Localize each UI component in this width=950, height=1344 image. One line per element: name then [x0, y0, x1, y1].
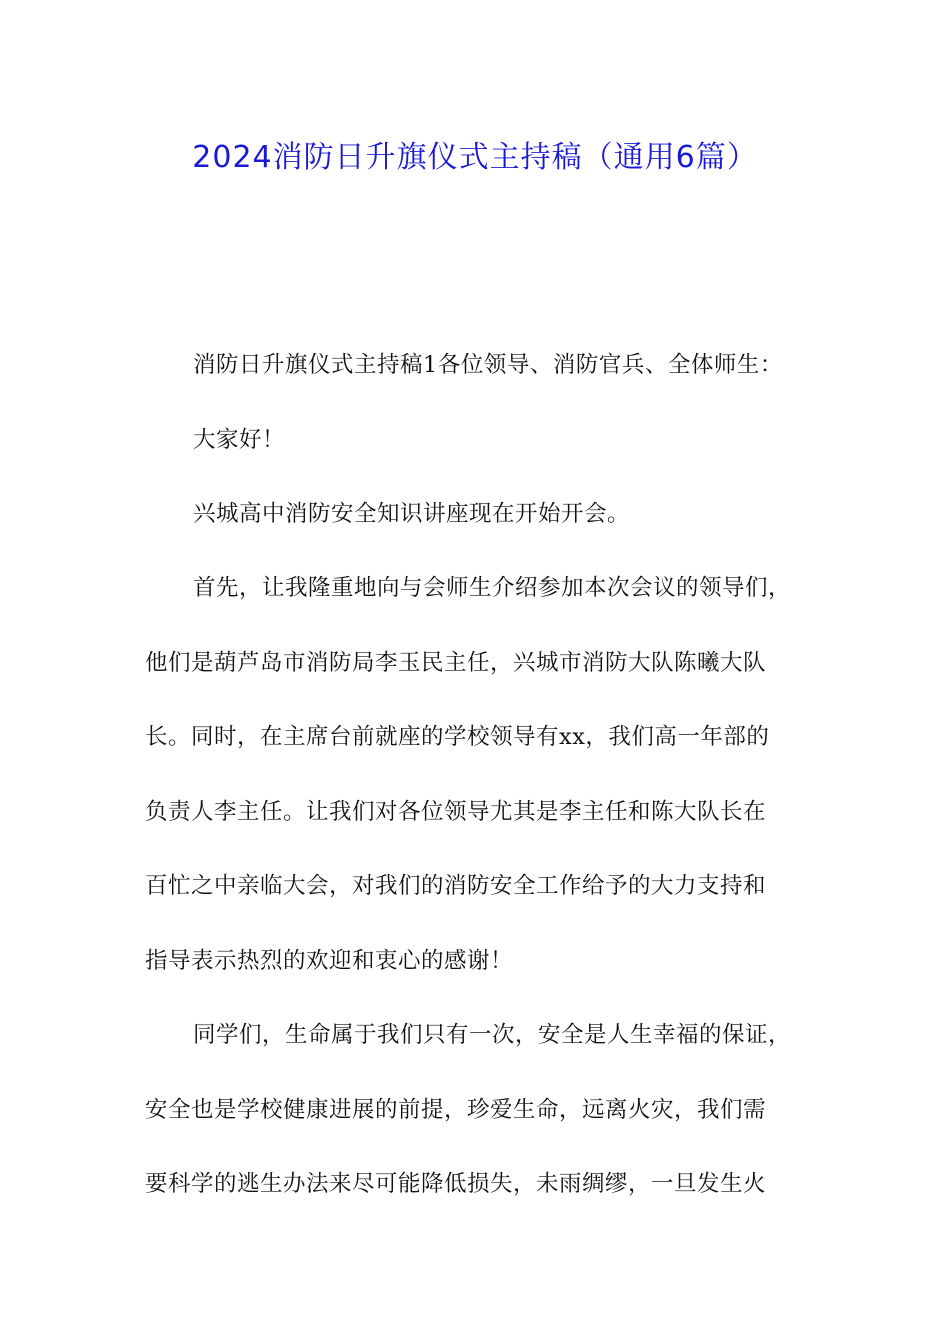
paragraph-line: 长。同时，在主席台前就座的学校领导有xx，我们高一年部的	[145, 724, 770, 750]
paragraph-line: 指导表示热烈的欢迎和衷心的感谢！	[145, 948, 514, 974]
paragraph-line: 兴城高中消防安全知识讲座现在开始开会。	[193, 501, 631, 527]
paragraph-line: 百忙之中亲临大会，对我们的消防安全工作给予的大力支持和	[145, 873, 767, 899]
paragraph-line: 消防日升旗仪式主持稿1各位领导、消防官兵、全体师生：	[193, 352, 783, 378]
paragraph-line: 负责人李主任。让我们对各位领导尤其是李主任和陈大队长在	[145, 799, 767, 825]
document-title: 2024消防日升旗仪式主持稿（通用6篇）	[192, 140, 758, 175]
paragraph-line: 同学们，生命属于我们只有一次，安全是人生幸福的保证，	[193, 1022, 792, 1048]
paragraph-line: 安全也是学校健康进展的前提，珍爱生命，远离火灾，我们需	[145, 1097, 767, 1123]
paragraph-line: 大家好！	[193, 427, 286, 453]
paragraph-line: 首先，让我隆重地向与会师生介绍参加本次会议的领导们，	[193, 575, 792, 601]
paragraph-line: 他们是葫芦岛市消防局李玉民主任，兴城市消防大队陈曦大队	[145, 650, 767, 676]
paragraph-line: 要科学的逃生办法来尽可能降低损失，未雨绸缪，一旦发生火	[145, 1171, 767, 1197]
